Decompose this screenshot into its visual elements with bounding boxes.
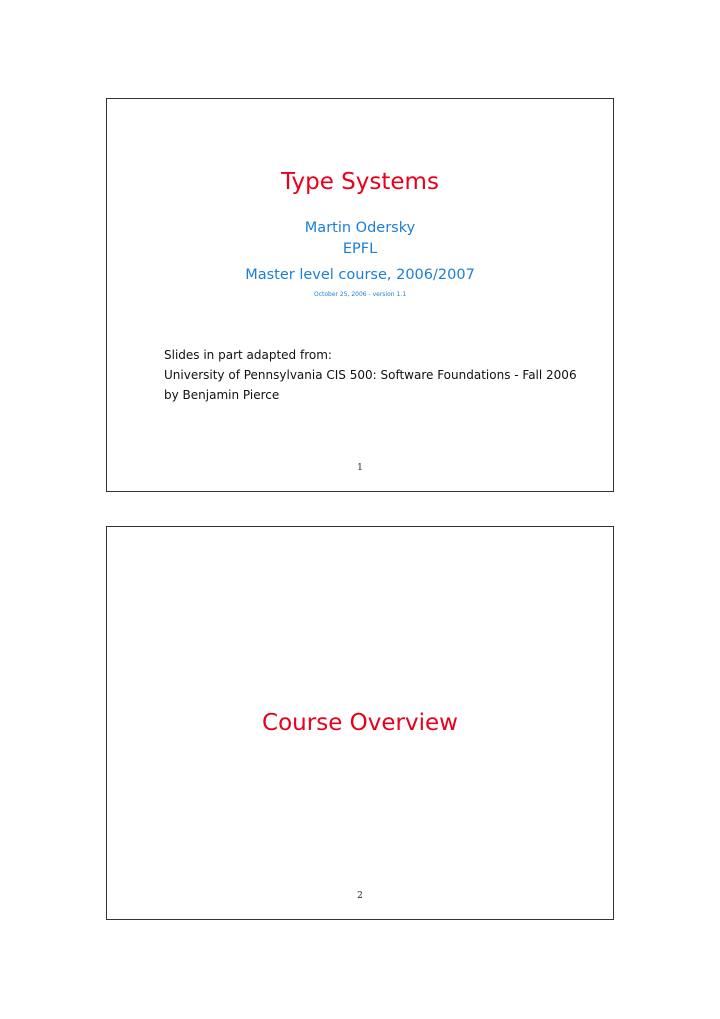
credit-line: University of Pennsylvania CIS 500: Software Foundations - Fall 2006 — [164, 368, 577, 382]
slide-title: Course Overview — [262, 710, 458, 736]
course-info: Master level course, 2006/2007 — [245, 267, 475, 283]
credit-line: Slides in part adapted from: — [164, 348, 332, 362]
date-version: October 25, 2006 - version 1.1 — [313, 291, 407, 298]
credit-line: by Benjamin Pierce — [164, 388, 280, 402]
slide-2 — [106, 526, 614, 920]
credits — [164, 345, 577, 405]
author-name: Martin Odersky — [304, 220, 416, 236]
page-number: 2 — [357, 891, 363, 901]
page-number: 1 — [357, 463, 363, 473]
slide-title: Type Systems — [281, 169, 439, 195]
slide-1 — [106, 98, 614, 492]
institution: EPFL — [342, 241, 378, 257]
